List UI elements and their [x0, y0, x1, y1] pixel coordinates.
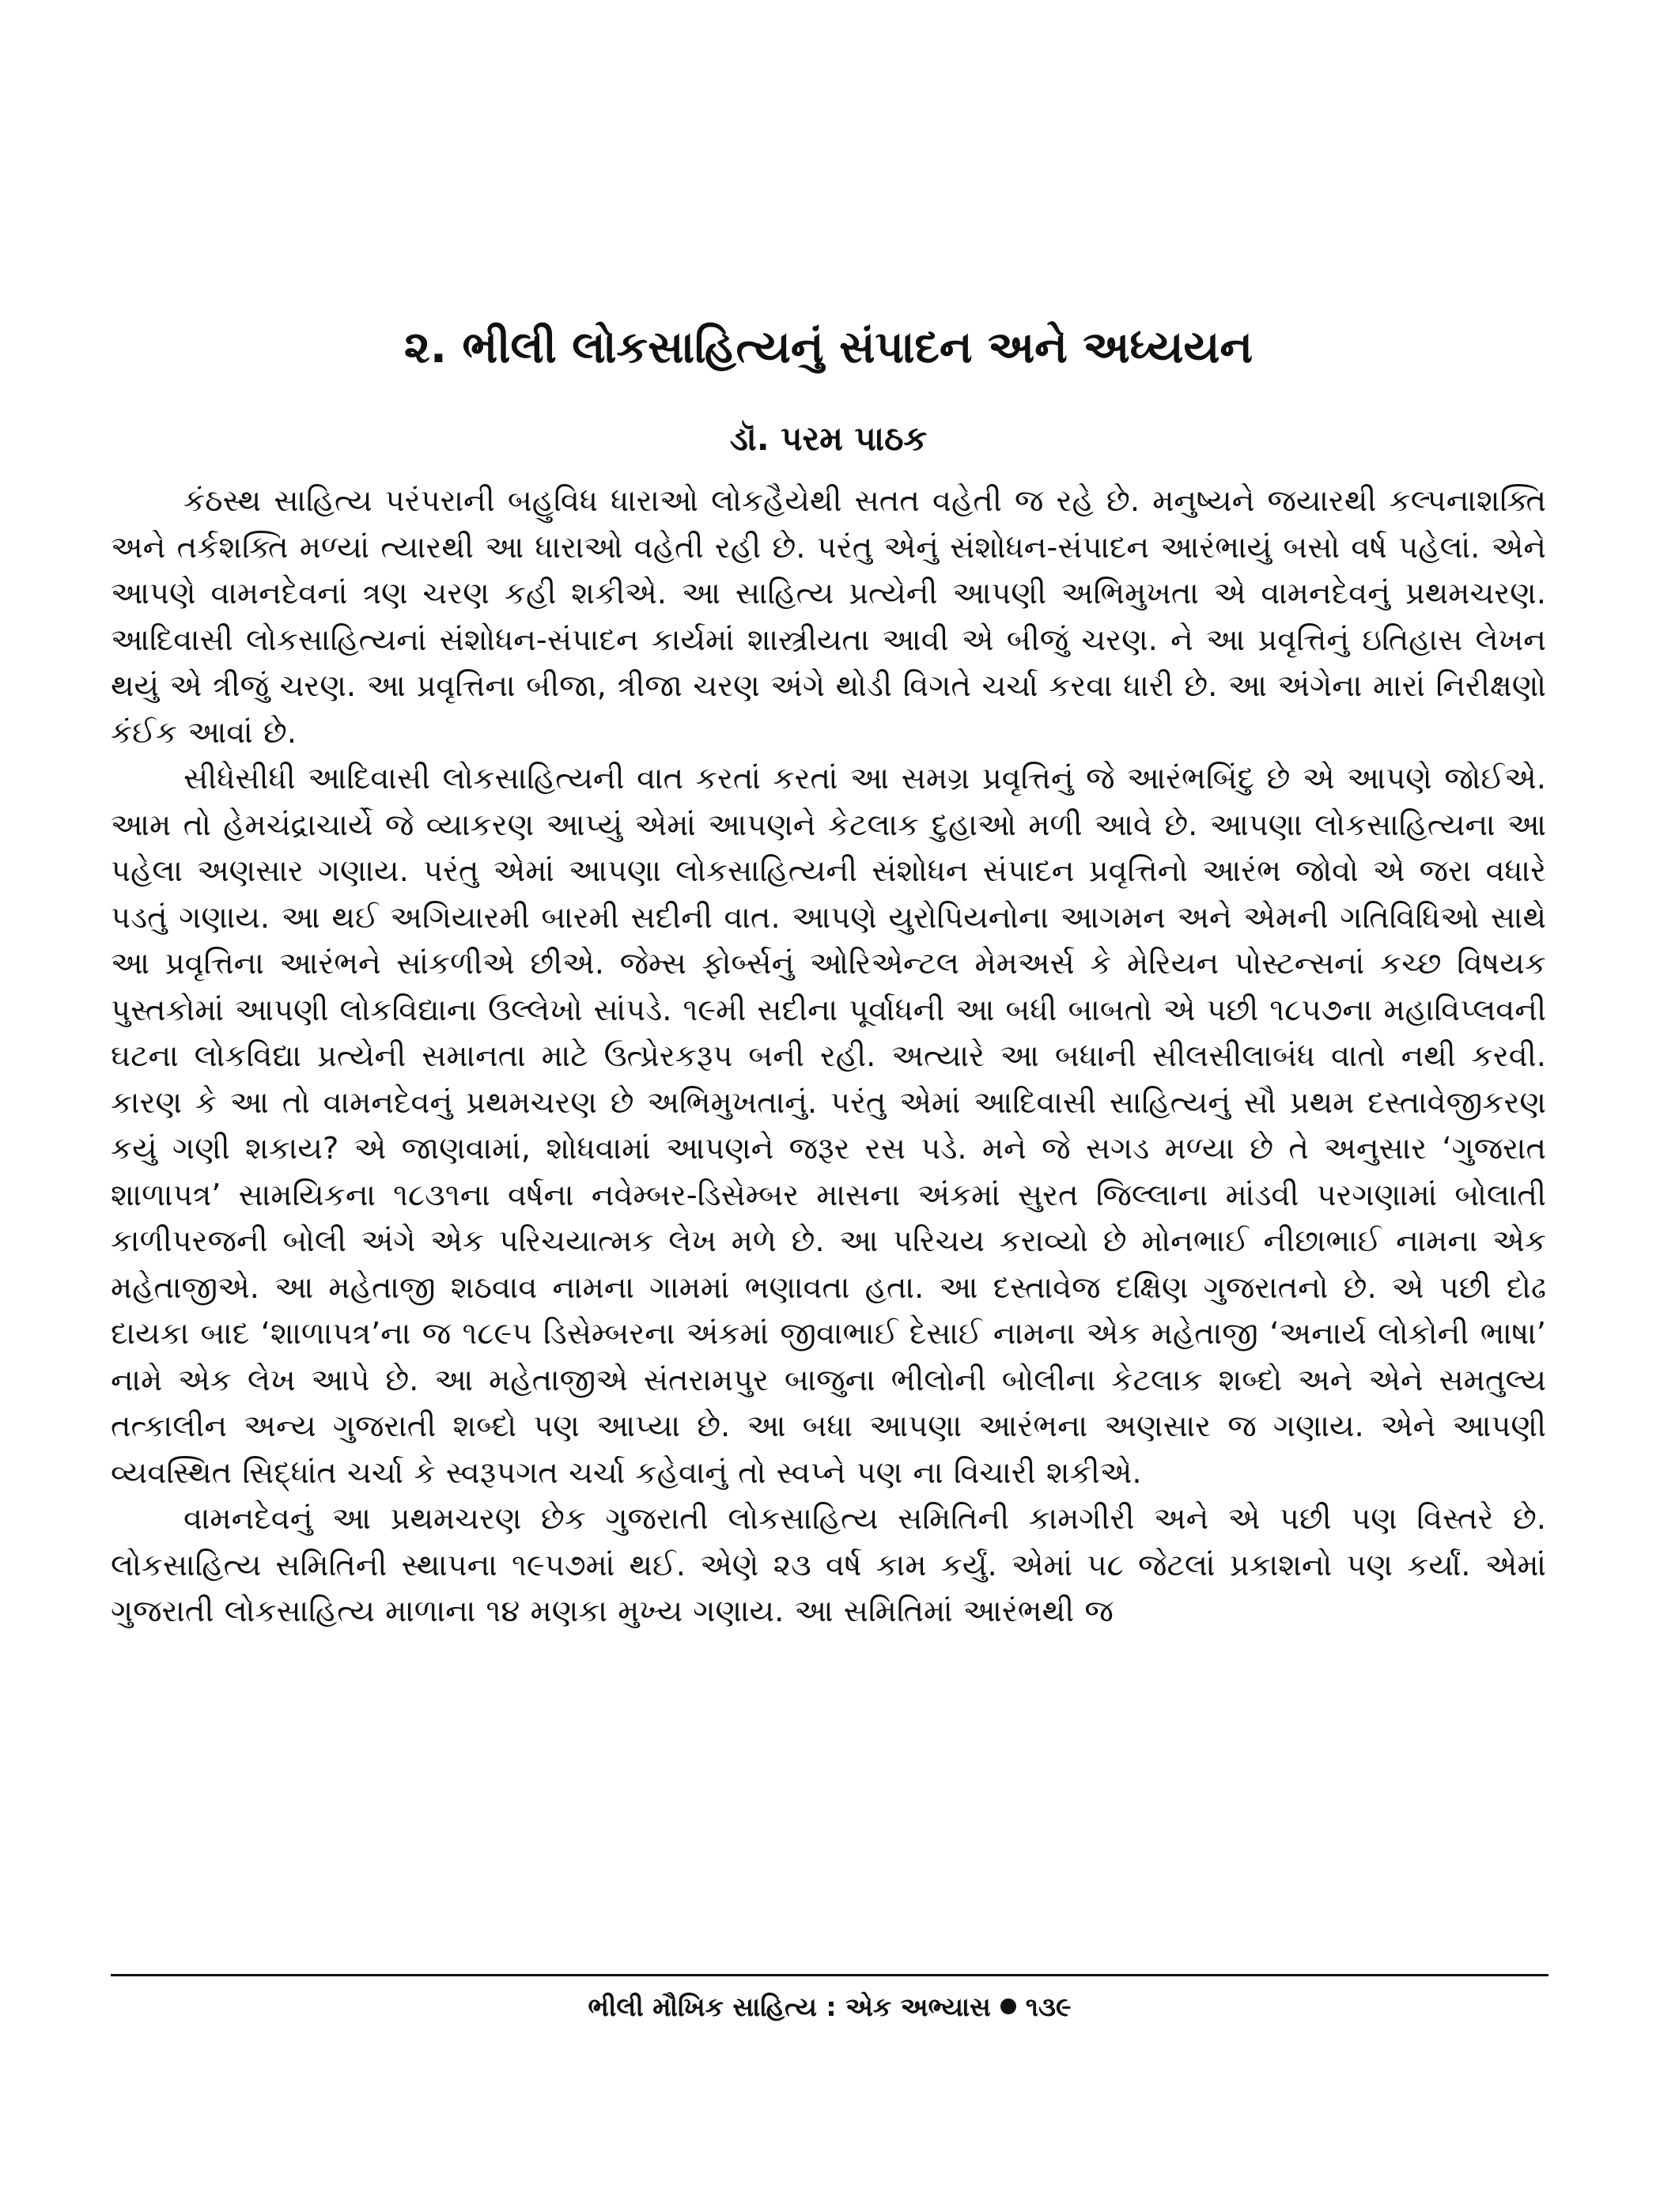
paragraph-1: કંઠસ્થ સાહિત્ય પરંપરાની બહુવિધ ધારાઓ લોકહૈયેથી સતત વહેતી જ રહે છે. મનુષ્યને જયારથી કલ્પનાશક્તિ અને તર્કશક્તિ મળ્યાં ત્યારથી આ ધારાઓ વહેતી રહી છે. પરંતુ એનું સંશોધન-સંપાદન આરંભાયું બસો વર્ષ પહેલાં. એને આપણે વામનદેવનાં ત્રણ ચરણ કહી શકીએ. આ સાહિત્ય પ્રત્યેની આપણી અભિમુખતા એ વામનદેવનું પ્રથમચરણ. આદિવાસી લોકસાહિત્યનાં સંશોધન-સંપાદન કાર્યમાં શાસ્ત્રીયતા આવી એ બીજું ચરણ. ને આ પ્રવૃત્તિનું ઇતિહાસ લેખન થયું એ ત્રીજું ચરણ. આ પ્રવૃત્તિના બીજા, ત્રીજા ચરણ અંગે થોડી વિગતે ચર્ચા કરવા ધારી છે. આ અંગેના મારાં નિરીક્ષણો કંઈક આવાં છે. [111, 483, 1546, 751]
paragraph-3: વામનદેવનું આ પ્રથમચરણ છેક ગુજરાતી લોકસાહિત્ય સમિતિની કામગીરી અને એ પછી પણ વિસ્તરે છે. લોકસાહિત્ય સમિતિની સ્થાપના ૧૯૫૭માં થઈ. એણે ૨૩ વર્ષ કામ કર્યું. એમાં ૫૮ જેટલાં પ્રકાશનો પણ કર્યાં. એમાં ગુજરાતી લોકસાહિત્ય માળાના ૧૪ મણકા મુખ્ય ગણાય. આ સમિતિમાં આરંભથી જ [111, 1501, 1546, 1629]
page-number: ૧૩૯ [1025, 1991, 1072, 2022]
footer-book-title: ભીલી મૌખિક સાહિત્ય : એક અભ્યાસ [588, 1991, 991, 2022]
paragraph-2: સીધેસીધી આદિવાસી લોકસાહિત્યની વાત કરતાં કરતાં આ સમગ્ર પ્રવૃત્તિનું જે આરંભબિંદુ છે એ આપણે જોઈએ. આમ તો હેમચંદ્રાચાર્યે જે વ્યાકરણ આપ્યું એમાં આપણને કેટલાક દુહાઓ મળી આવે છે. આપણા લોકસાહિત્યના આ પહેલા અણસાર ગણાય. પરંતુ એમાં આપણા લોકસાહિત્યની સંશોધન સંપાદન પ્રવૃત્તિનો આરંભ જોવો એ જરા વધારે પડતું ગણાય. આ થઈ અગિયારમી બારમી સદીની વાત. આપણે યુરોપિયનોના આગમન અને એમની ગતિવિધિઓ સાથે આ પ્રવૃત્તિના આરંભને સાંકળીએ છીએ. જેમ્સ ફોર્બ્સનું ઓરિએન્ટલ મેમઅર્સ કે મેરિયન પોસ્ટન્સનાં કચ્છ વિષયક પુસ્તકોમાં આપણી લોકવિદ્યાના ઉલ્લેખો સાંપડે. ૧૯મી સદીના પૂર્વાધની આ બધી બાબતો એ પછી ૧૮૫૭ના મહાવિપ્લવની ઘટના લોકવિદ્યા પ્રત્યેની સમાનતા માટે ઉત્પ્રેરકરૂપ બની રહી. અત્યારે આ બધાની સીલસીલાબંધ વાતો નથી કરવી. કારણ કે આ તો વામનદેવનું પ્રથમચરણ છે અભિમુખતાનું. પરંતુ એમાં આદિવાસી સાહિત્યનું સૌ પ્રથમ દસ્તાવેજીકરણ કયું ગણી શકાય? એ જાણવામાં, શોધવામાં આપણને જરૂર રસ પડે. મને જે સગડ મળ્યા છે તે અનુસાર ‘ગુજરાત શાળાપત્ર’ સામયિકના ૧૮૩૧ના વર્ષના નવેમ્બર-ડિસેમ્બર માસના અંકમાં સુરત જિલ્લાના માંડવી પરગણામાં બોલાતી કાળીપરજની બોલી અંગે એક પરિચયાત્મક લેખ મળે છે. આ પરિચય કરાવ્યો છે મોનભાઈ નીછાભાઈ નામના એક મહેતાજીએ. આ મહેતાજી શઠવાવ નામના ગામમાં ભણાવતા હતા. આ દસ્તાવેજ દક્ષિણ ગુજરાતનો છે. એ પછી દોઢ દાયકા બાદ ‘શાળાપત્ર’ના જ ૧૮૯૫ ડિસેમ્બરના અંકમાં જીવાભાઈ દેસાઈ નામના એક મહેતાજી ‘અનાર્ય લોકોની ભાષા’ નામે એક લેખ આપે છે. આ મહેતાજીએ સંતરામપુર બાજુના ભીલોની બોલીના કેટલાક શબ્દો અને એને સમતુલ્ય તત્કાલીન અન્ય ગુજરાતી શબ્દો પણ આપ્યા છે. આ બધા આપણા આરંભના અણસાર જ ગણાય. એને આપણી વ્યવસ્થિત સિદ્ધાંત ચર્ચા કે સ્વરૂપગત ચર્ચા કહેવાનું તો સ્વપ્ને પણ ના વિચારી શકીએ. [111, 761, 1546, 1491]
page-footer [111, 1988, 1548, 2026]
bullet-icon [1000, 1998, 1016, 2014]
footer-divider [111, 1974, 1548, 1976]
author-name: ડૉ. પરમ પાઠક [729, 419, 928, 458]
chapter-title: ૨. ભીલી લોકસાહિત્યનું સંપાદન અને અધ્યયન [403, 322, 1254, 373]
article-body [111, 478, 1546, 1635]
